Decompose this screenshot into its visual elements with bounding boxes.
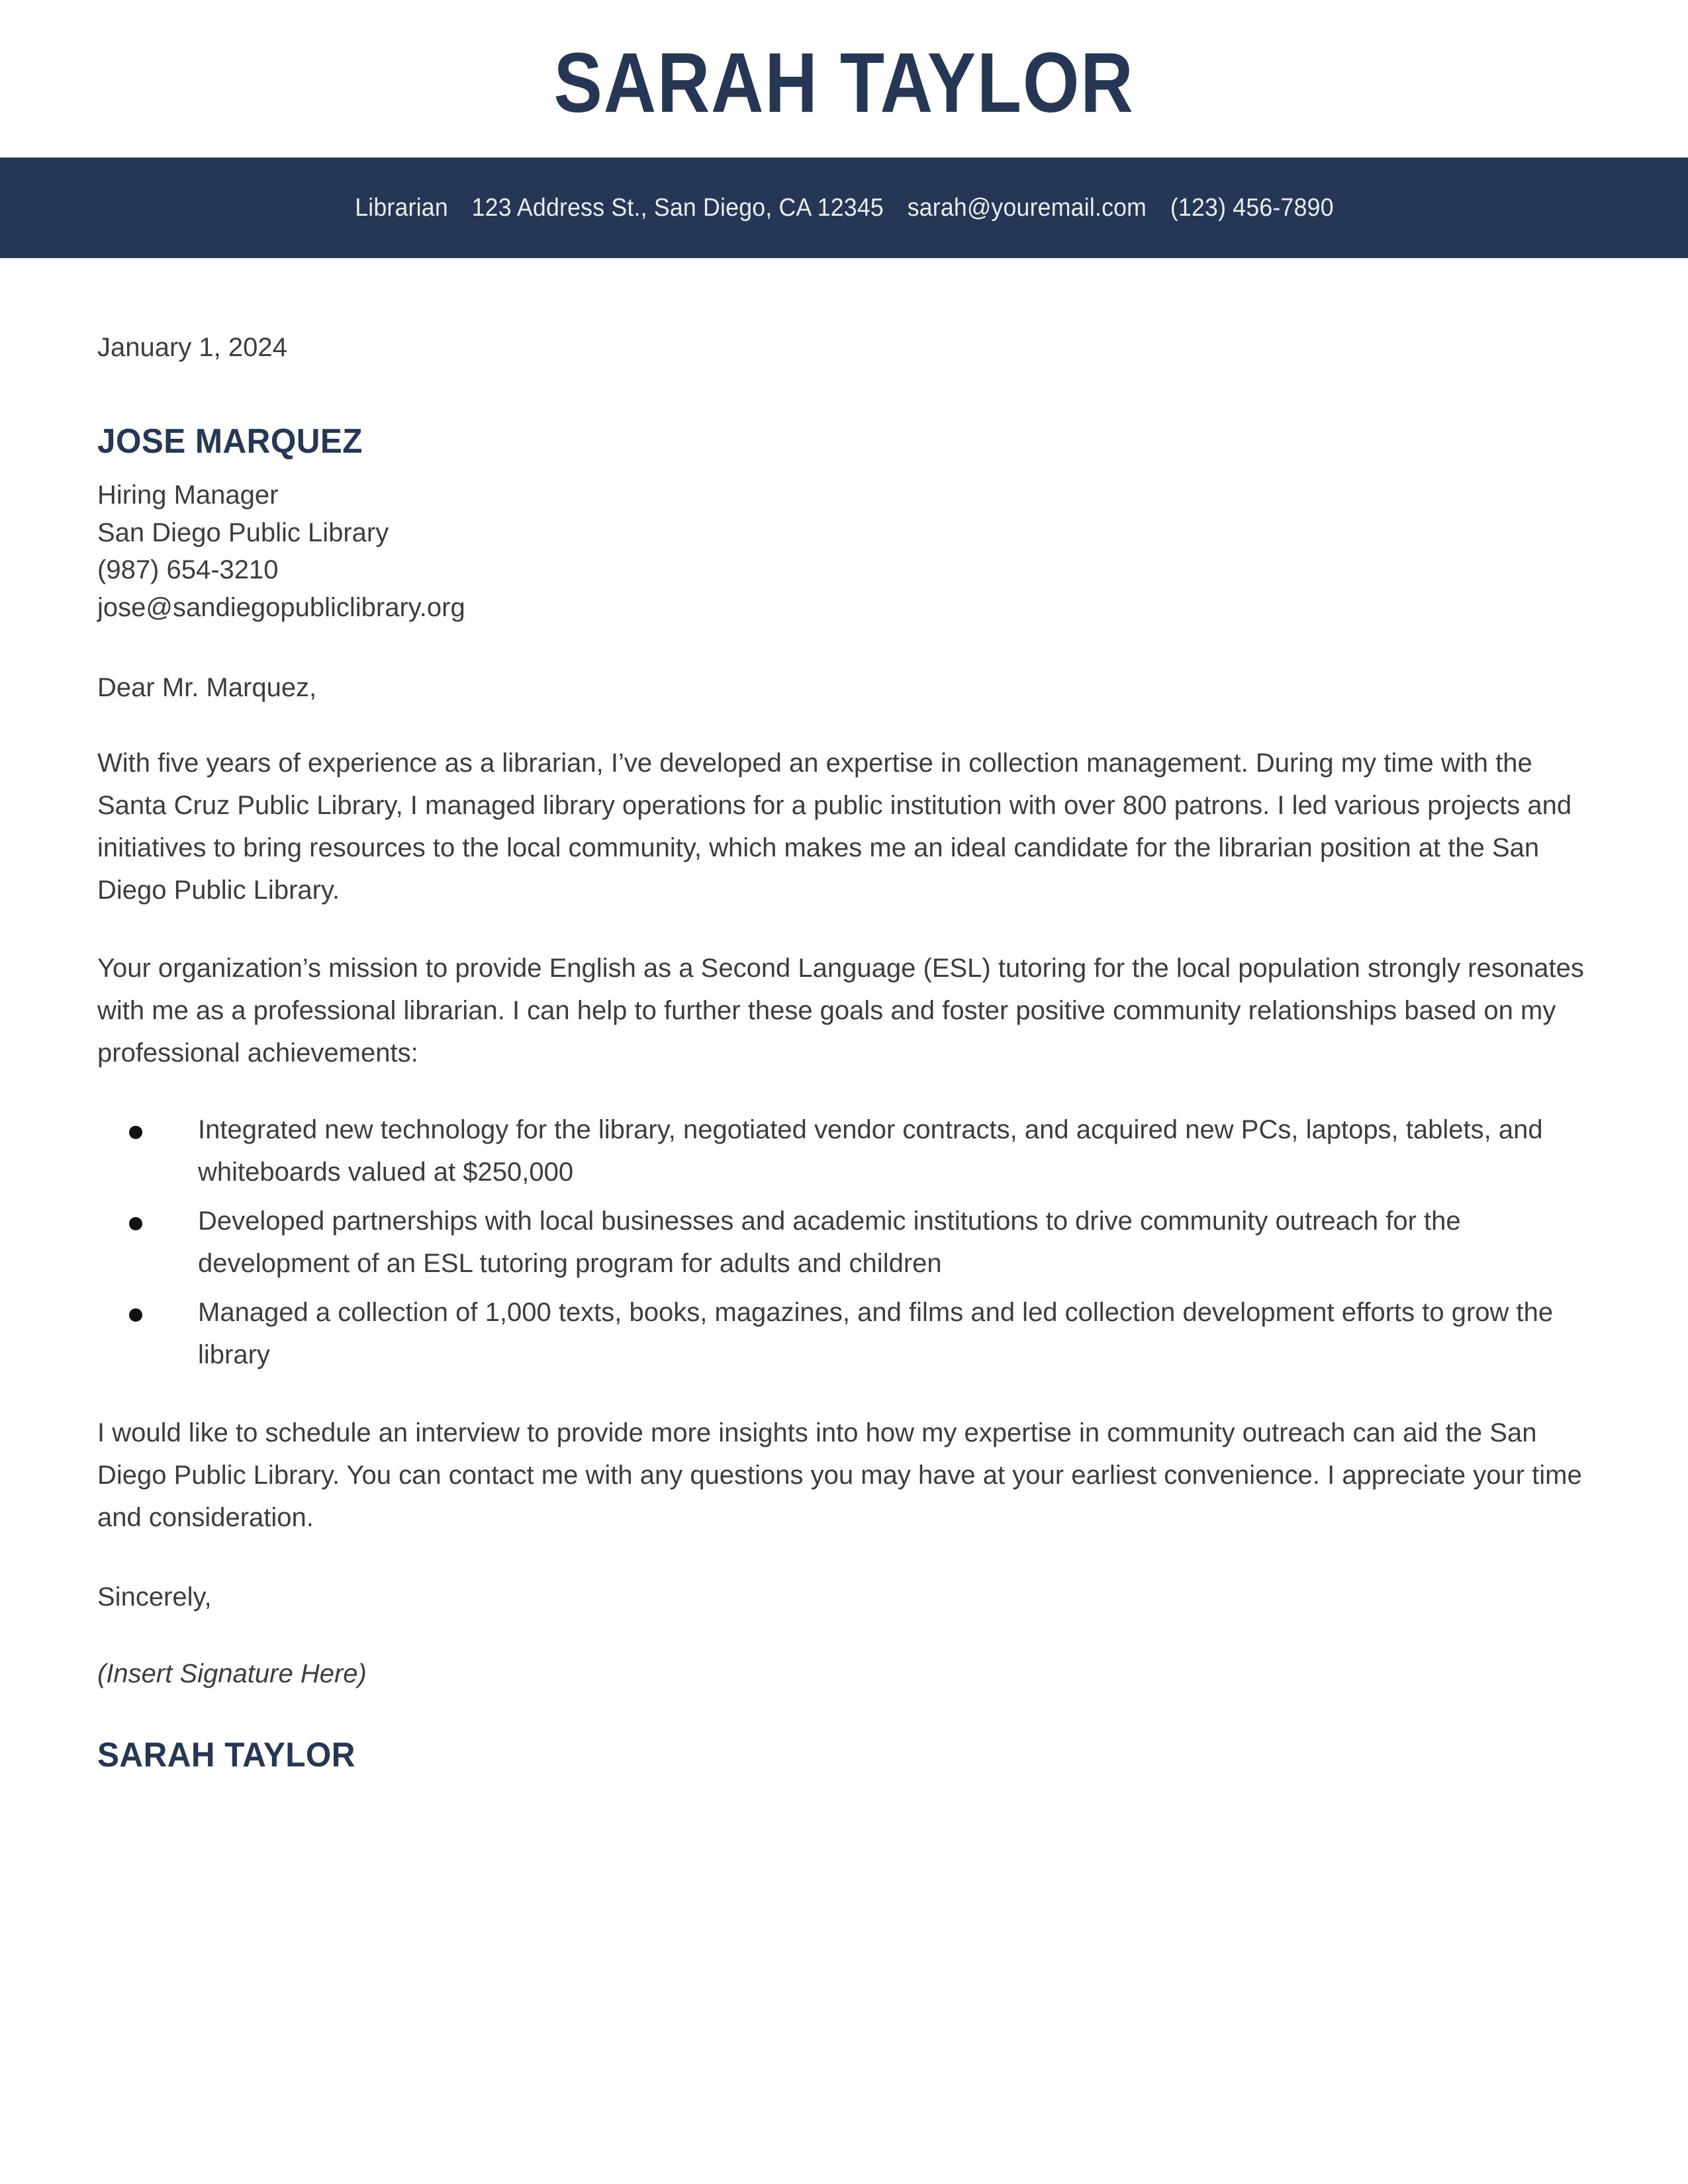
salutation: Dear Mr. Marquez,	[97, 672, 317, 702]
closing-paragraph: I would like to schedule an interview to provide more insights into how my expertise in community outreach can aid the San Diego Public Library. You can contact me with any questions you may have at your earliest convenience. I appreciate your time and consideration.	[97, 1418, 1582, 1532]
recipient-phone[interactable]: (987) 654-3210	[97, 555, 279, 585]
achievements-list	[97, 1109, 1589, 1376]
signer-name: SARAH TAYLOR	[97, 1735, 355, 1774]
contact-email[interactable]: sarah@youremail.com	[907, 194, 1147, 222]
body-top-spacer	[97, 258, 1589, 330]
applicant-name-heading: SARAH TAYLOR	[553, 36, 1135, 130]
contact-phone[interactable]: (123) 456-7890	[1170, 194, 1334, 222]
achievement-text: Managed a collection of 1,000 texts, books, magazines, and films and led collection development efforts to grow the library	[198, 1297, 1554, 1369]
signature-placeholder: (Insert Signature Here)	[97, 1659, 367, 1688]
letter-body	[0, 258, 1688, 1776]
list-item	[97, 1291, 1589, 1376]
achievement-text: Developed partnerships with local businesses and academic institutions to drive community outreach for the development of an ESL tutoring program for adults and children	[198, 1206, 1461, 1278]
recipient-email[interactable]: jose@sandiegopubliclibrary.org	[97, 593, 465, 623]
list-item	[97, 1200, 1589, 1285]
recipient-job-title: Hiring Manager	[97, 480, 279, 510]
achievement-text: Integrated new technology for the library, negotiated vendor contracts, and acquired new PCs, laptops, tablets, and whiteboards valued at $250,000	[198, 1115, 1543, 1187]
contact-job-title: Librarian	[354, 194, 448, 222]
recipient-details	[97, 477, 1589, 627]
letter-date: January 1, 2024	[97, 333, 287, 362]
body-paragraph-1: With five years of experience as a librarian, I’ve developed an expertise in collection management. During my time with the Santa Cruz Public Library, I managed library operations for a public institution with over 800 patrons. I led various projects and initiatives to bring resources to the local community, which makes me an ideal candidate for the librarian position at the San Diego Public Library.	[97, 748, 1572, 905]
body-paragraph-2: Your organization’s mission to provide English as a Second Language (ESL) tutoring for the local population strongly resonates with me as a professional librarian. I can help to further these goals and foster positive community relationships based on my professional achievements:	[97, 953, 1584, 1068]
sign-off: Sincerely,	[97, 1582, 212, 1612]
bullet-icon	[129, 1126, 142, 1139]
recipient-organization: San Diego Public Library	[97, 518, 389, 547]
contact-bar	[0, 158, 1688, 258]
bullet-icon	[129, 1308, 142, 1322]
list-item	[97, 1109, 1589, 1193]
bullet-icon	[129, 1217, 142, 1230]
contact-line	[343, 195, 1345, 220]
recipient-name: JOSE MARQUEZ	[97, 422, 363, 461]
contact-address: 123 Address St., San Diego, CA 12345	[471, 194, 884, 222]
letterhead	[0, 0, 1688, 158]
